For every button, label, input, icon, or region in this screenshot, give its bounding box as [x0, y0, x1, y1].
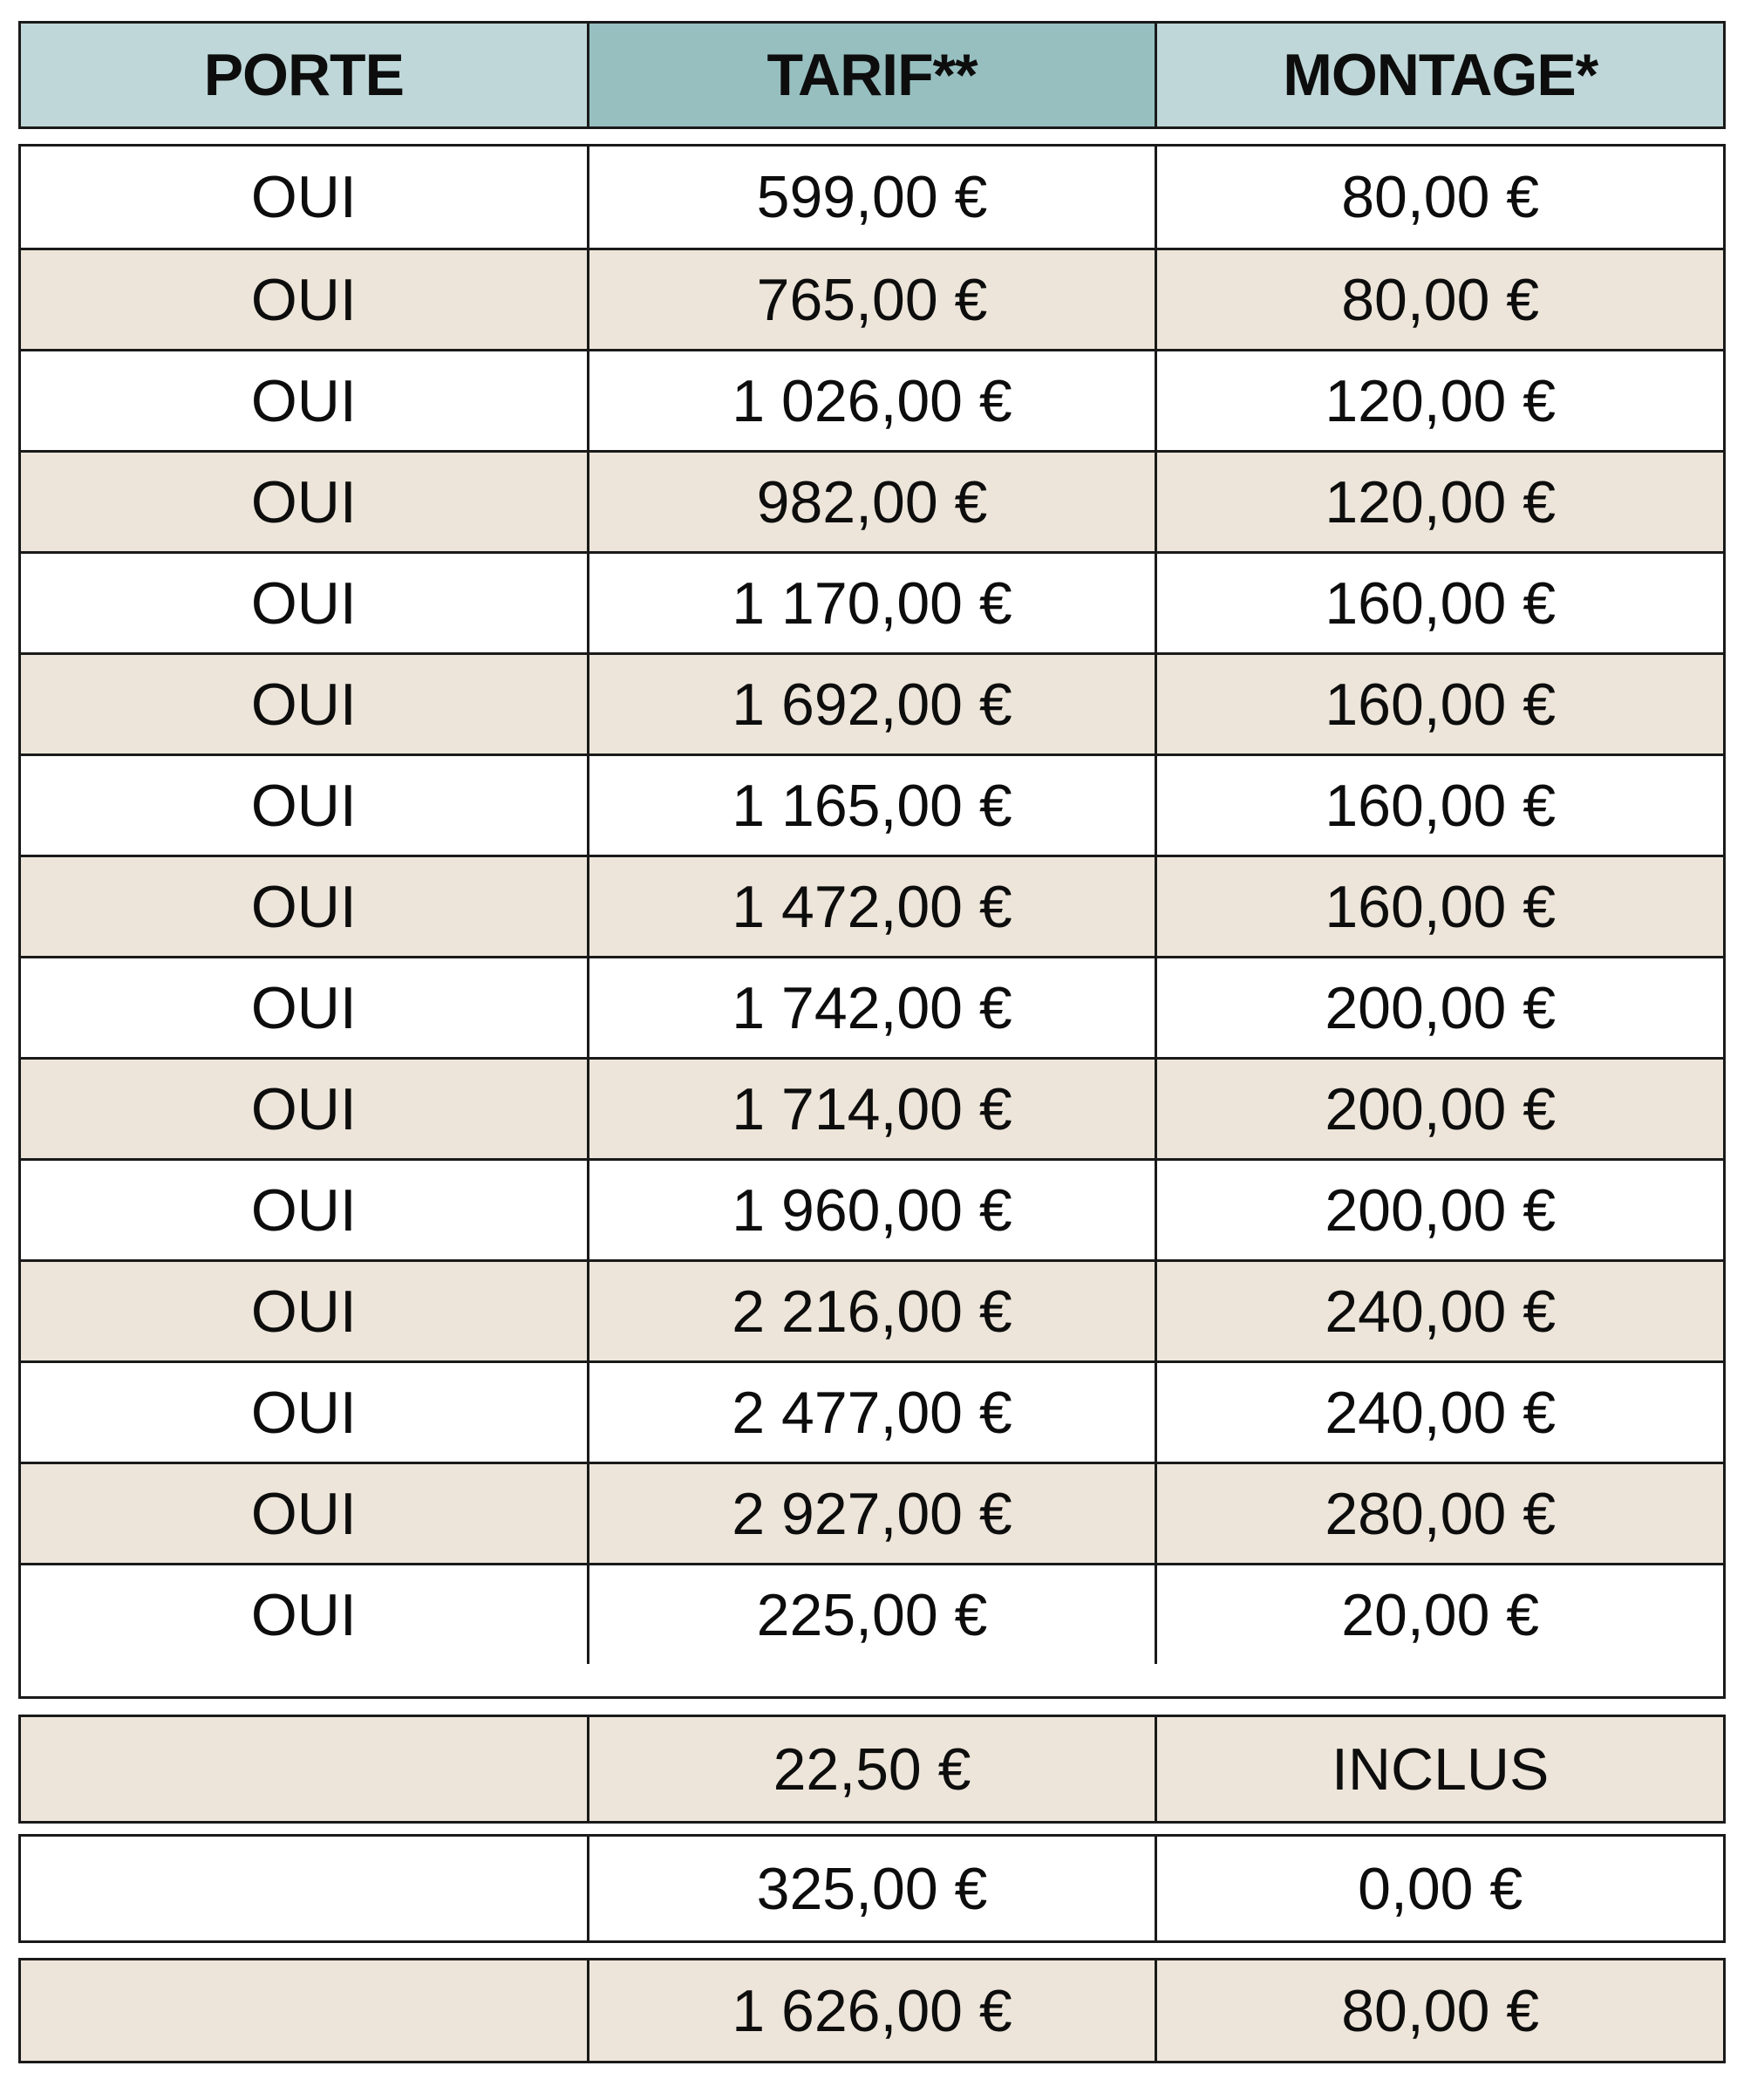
- table-row: [21, 1462, 1723, 1563]
- tarif-cell: 1 714,00 €: [587, 1060, 1155, 1158]
- table-row: [21, 1057, 1723, 1158]
- tarif-cell: 1 960,00 €: [587, 1161, 1155, 1259]
- montage-cell: 160,00 €: [1155, 554, 1723, 652]
- montage-cell: 80,00 €: [1155, 250, 1723, 349]
- montage-cell: 160,00 €: [1155, 857, 1723, 956]
- montage-cell: INCLUS: [1155, 1717, 1723, 1821]
- tarif-cell: 1 165,00 €: [587, 756, 1155, 855]
- montage-cell: 200,00 €: [1155, 1060, 1723, 1158]
- table-row: [21, 652, 1723, 753]
- montage-cell: 120,00 €: [1155, 453, 1723, 551]
- table-row: [21, 248, 1723, 349]
- porte-cell: OUI: [250, 164, 357, 230]
- montage-cell: 200,00 €: [1155, 1161, 1723, 1259]
- tarif-cell: 1 026,00 €: [587, 351, 1155, 450]
- porte-cell: OUI: [250, 1278, 357, 1345]
- table-row: [21, 1717, 1723, 1821]
- tarif-cell: 225,00 €: [587, 1565, 1155, 1664]
- tarif-cell: 982,00 €: [587, 453, 1155, 551]
- porte-cell: OUI: [250, 367, 357, 434]
- montage-cell: 240,00 €: [1155, 1262, 1723, 1360]
- montage-cell: 0,00 €: [1155, 1837, 1723, 1940]
- table-row: [21, 1259, 1723, 1360]
- table-row: [21, 855, 1723, 956]
- tarif-cell: 765,00 €: [587, 250, 1155, 349]
- porte-cell: OUI: [250, 1379, 357, 1446]
- porte-cell: OUI: [250, 1176, 357, 1244]
- montage-cell: 200,00 €: [1155, 958, 1723, 1057]
- porte-cell: OUI: [250, 873, 357, 940]
- montage-cell: 240,00 €: [1155, 1363, 1723, 1462]
- header-table: [18, 21, 1726, 129]
- table-row: [21, 1563, 1723, 1664]
- montage-cell: 160,00 €: [1155, 756, 1723, 855]
- porte-cell: OUI: [250, 1480, 357, 1547]
- porte-cell: OUI: [250, 1075, 357, 1142]
- montage-cell: 80,00 €: [1155, 147, 1723, 248]
- table-row: [21, 147, 1723, 248]
- porte-cell: OUI: [250, 266, 357, 333]
- tarif-cell: 1 626,00 €: [587, 1960, 1155, 2061]
- column-header-montage: MONTAGE*: [1155, 24, 1723, 126]
- tarif-cell: 1 472,00 €: [587, 857, 1155, 956]
- table-row: [21, 753, 1723, 855]
- tarif-cell: 1 742,00 €: [587, 958, 1155, 1057]
- table-row: [21, 1360, 1723, 1462]
- table-row: [21, 551, 1723, 652]
- table-row: [21, 1837, 1723, 1940]
- table-row: [21, 956, 1723, 1057]
- price-table: [18, 144, 1726, 1699]
- tarif-cell: 2 927,00 €: [587, 1464, 1155, 1563]
- tarif-cell: 599,00 €: [587, 147, 1155, 248]
- table-row: [21, 1960, 1723, 2061]
- montage-cell: 80,00 €: [1155, 1960, 1723, 2061]
- porte-cell: [21, 1960, 587, 2061]
- column-header-porte: PORTE: [21, 24, 587, 126]
- extra-table: [18, 1715, 1726, 1824]
- tarif-cell: 1 170,00 €: [587, 554, 1155, 652]
- tarif-cell: 2 216,00 €: [587, 1262, 1155, 1360]
- table-row: [21, 1158, 1723, 1259]
- column-header-tarif: TARIF**: [587, 24, 1155, 126]
- tarif-cell: 2 477,00 €: [587, 1363, 1155, 1462]
- montage-cell: 20,00 €: [1155, 1565, 1723, 1664]
- tarif-cell: 325,00 €: [587, 1837, 1155, 1940]
- extra-table: [18, 1834, 1726, 1943]
- montage-cell: 120,00 €: [1155, 351, 1723, 450]
- porte-cell: [21, 1717, 587, 1821]
- porte-cell: OUI: [250, 974, 357, 1041]
- porte-cell: OUI: [250, 468, 357, 535]
- porte-cell: OUI: [250, 671, 357, 738]
- table-row: [21, 349, 1723, 450]
- extra-table: [18, 1958, 1726, 2063]
- porte-cell: [21, 1837, 587, 1940]
- header-row: [21, 24, 1723, 126]
- montage-cell: 280,00 €: [1155, 1464, 1723, 1563]
- montage-cell: 160,00 €: [1155, 655, 1723, 753]
- tarif-cell: 22,50 €: [587, 1717, 1155, 1821]
- porte-cell: OUI: [250, 1581, 357, 1648]
- porte-cell: OUI: [250, 772, 357, 839]
- tarif-cell: 1 692,00 €: [587, 655, 1155, 753]
- porte-cell: OUI: [250, 569, 357, 637]
- table-row: [21, 450, 1723, 551]
